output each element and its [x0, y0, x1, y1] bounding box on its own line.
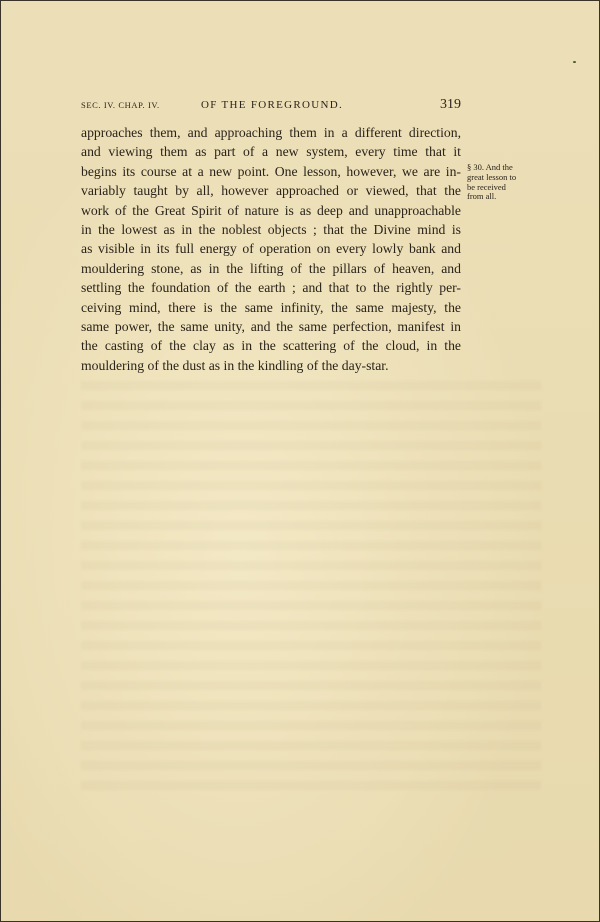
text-line: mouldering stone, as in the lifting of the pillars of heaven, and — [81, 260, 461, 276]
text-line: same power, the same unity, and the same perfection, manifest in — [81, 319, 461, 335]
page-number: 319 — [440, 97, 461, 112]
running-head — [81, 97, 461, 115]
text-line: as visible in its full energy of operation on every lowly bank and — [81, 241, 461, 257]
margin-note-line: great lesson to — [467, 171, 517, 182]
paper-speck — [573, 61, 576, 63]
margin-note-line: be received — [467, 181, 506, 192]
text-line: begins its course at a new point. One lesson, however, we are in- — [81, 163, 461, 179]
margin-note — [467, 163, 537, 202]
text-line: mouldering of the dust as in the kindling of the day-star. — [81, 357, 389, 373]
body-paragraph — [81, 123, 461, 375]
text-line: approaches them, and approaching them in a different direction, — [81, 125, 461, 140]
chapter-title: OF THE FOREGROUND. — [201, 99, 344, 111]
section-chapter-label: SEC. IV. CHAP. IV. — [81, 100, 160, 110]
margin-note-line: § 30. And the — [467, 162, 513, 172]
text-line: ceiving mind, there is the same infinity, the same majesty, the — [81, 299, 461, 315]
text-line: the casting of the clay as in the scattering of the cloud, in the — [81, 338, 461, 354]
text-line: settling the foundation of the earth ; and that to the rightly per- — [81, 280, 461, 296]
text-line: and viewing them as part of a new system, every time that it — [81, 144, 461, 160]
text-line: work of the Great Spirit of nature is as deep and unapproachable — [81, 202, 461, 218]
show-through-texture — [81, 381, 541, 801]
margin-note-line: from all. — [467, 191, 497, 202]
text-line: in the lowest as in the noblest objects ; that the Divine mind is — [81, 222, 461, 238]
text-line: variably taught by all, however approached or viewed, that the — [81, 183, 461, 199]
